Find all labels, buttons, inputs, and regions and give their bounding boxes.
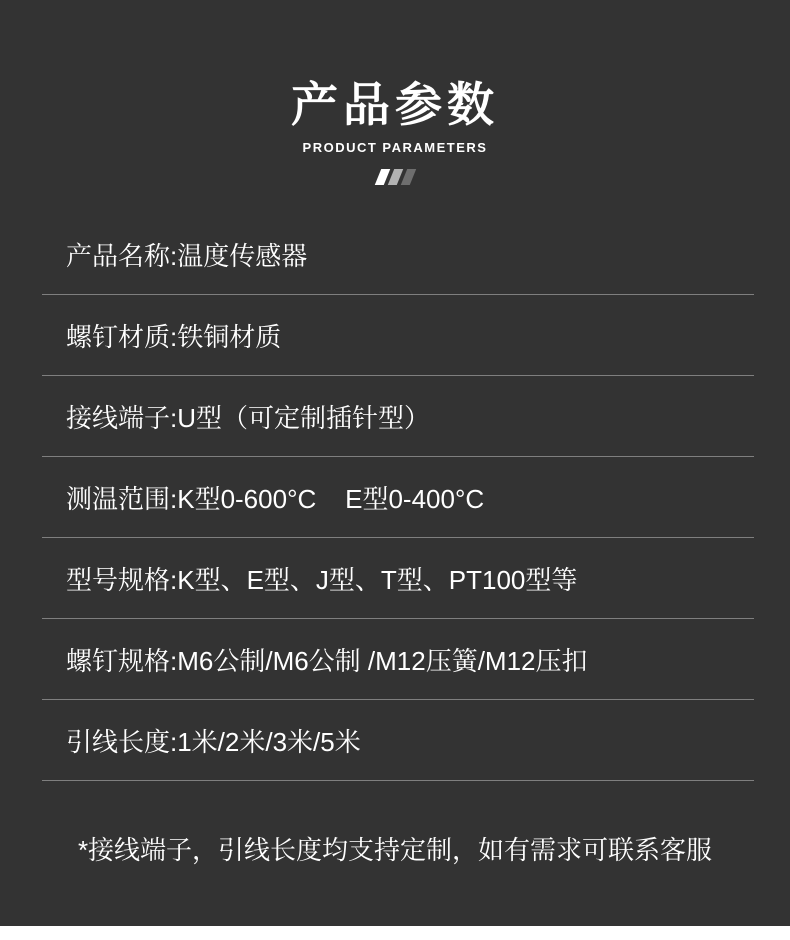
- parameter-row-model-spec: [42, 538, 754, 619]
- parameters-list: [42, 214, 754, 781]
- parameter-row-screw-spec: [42, 619, 754, 700]
- slashes-decoration: [0, 169, 790, 185]
- footer-note-area: [0, 781, 790, 922]
- parameter-text: 引线长度:1米/2米/3米/5米: [66, 726, 361, 757]
- parameter-text: 产品名称:温度传感器: [66, 240, 308, 271]
- parameter-row-product-name: [42, 214, 754, 295]
- parameter-row-lead-length: [42, 700, 754, 781]
- parameter-text: 测温范围:K型0-600°C E型0-400°C: [66, 483, 485, 514]
- parameter-row-terminal: [42, 376, 754, 457]
- parameter-text: 型号规格:K型、E型、J型、T型、PT100型等: [66, 564, 578, 595]
- page-title: 产品参数: [291, 78, 499, 131]
- parameter-row-screw-material: [42, 295, 754, 376]
- slash-icon: [400, 169, 415, 185]
- parameter-text: 螺钉材质:铁铜材质: [66, 321, 282, 352]
- parameter-text: 螺钉规格:M6公制/M6公制 /M12压簧/M12压扣: [66, 645, 588, 676]
- parameter-text: 接线端子:U型（可定制插针型）: [66, 402, 431, 433]
- parameter-row-temp-range: [42, 457, 754, 538]
- footer-note: *接线端子，引线长度均支持定制，如有需求可联系客服: [77, 835, 713, 866]
- panel-header: [0, 0, 790, 185]
- page-subtitle: PRODUCT PARAMETERS: [302, 140, 488, 156]
